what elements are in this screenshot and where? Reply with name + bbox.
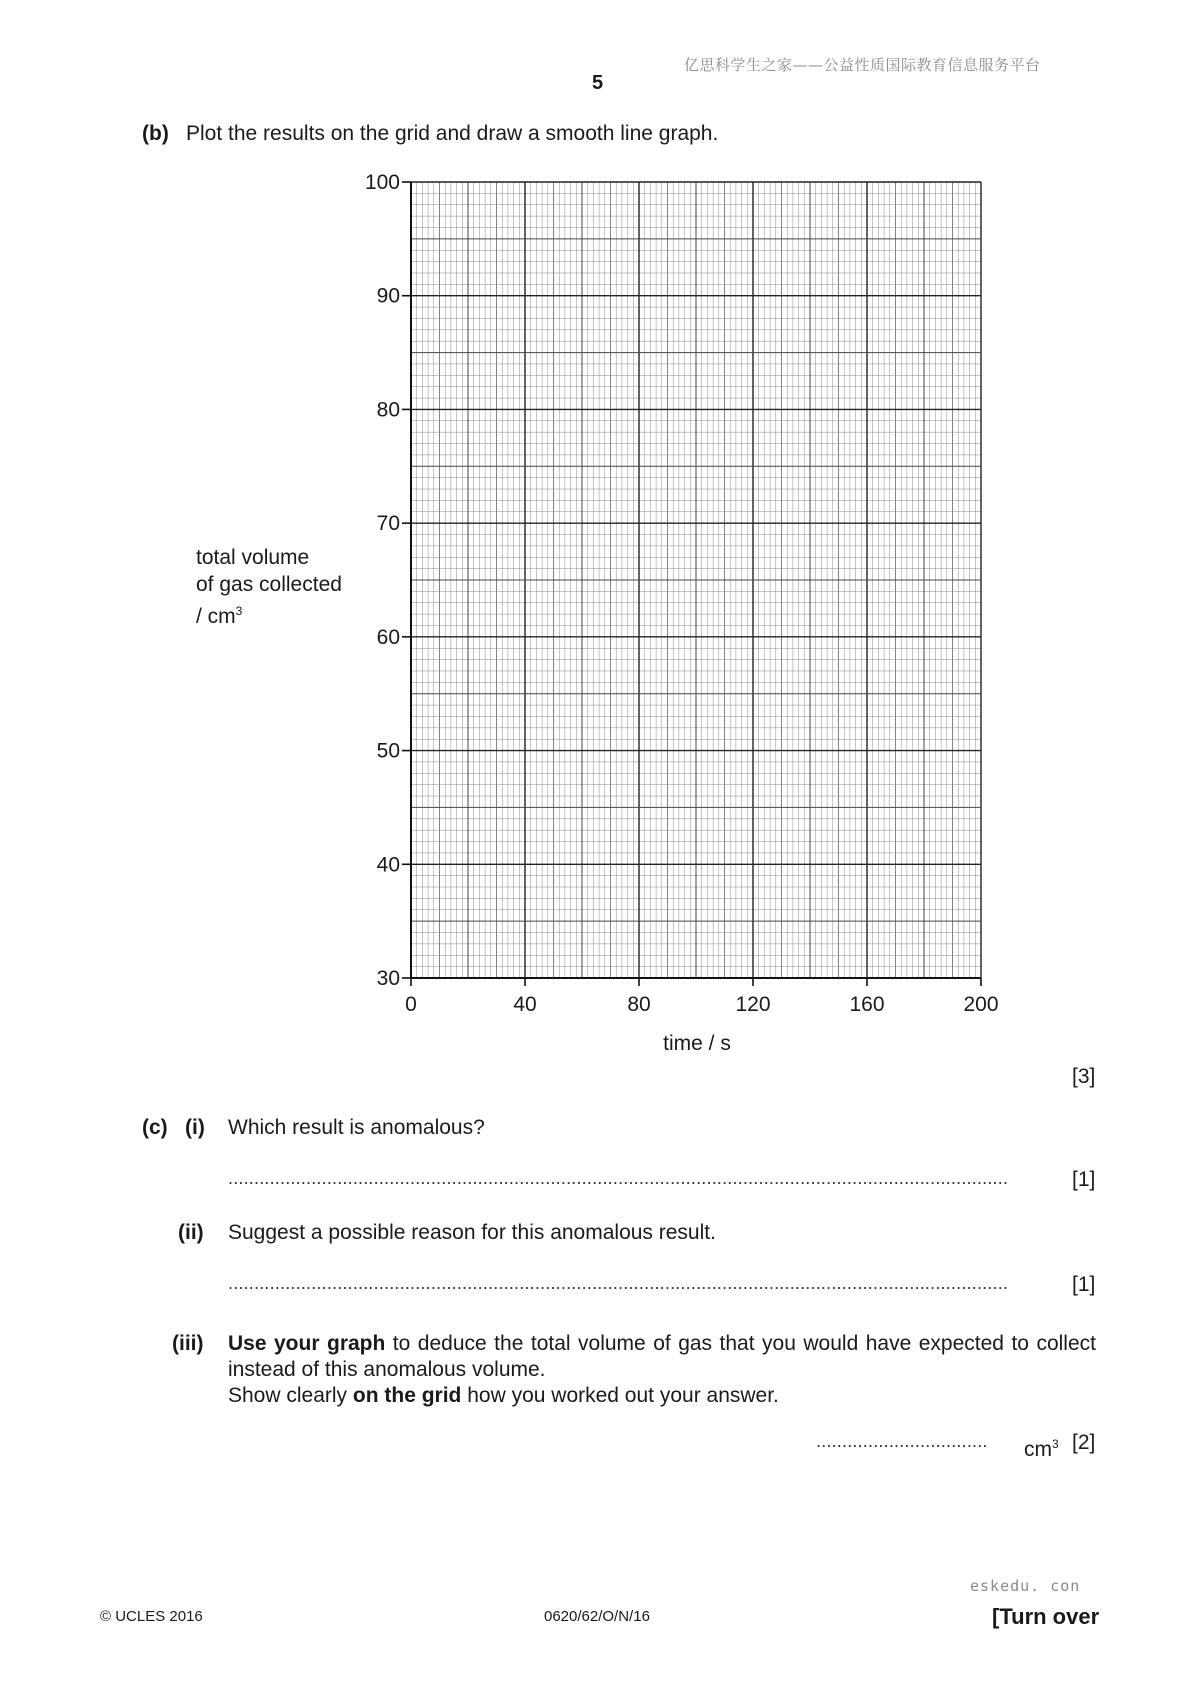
page-number: 5	[592, 72, 604, 94]
x-tick-label: 0	[405, 993, 417, 1016]
part-b-label: (b)	[142, 122, 169, 145]
y-tick-label: 50	[376, 739, 400, 763]
footer-code: 0620/62/O/N/16	[544, 1608, 650, 1625]
x-axis-label: time / s	[663, 1032, 731, 1055]
x-tick-label: 120	[735, 993, 771, 1016]
part-c-iii-unit-text: cm	[1024, 1438, 1052, 1461]
x-tick-label: 200	[963, 993, 999, 1016]
y-tick-label: 60	[376, 625, 400, 649]
y-axis-label-line-1: total volume	[196, 546, 310, 569]
y-tick-label: 30	[376, 967, 400, 990]
part-c-iii-label: (iii)	[172, 1332, 204, 1355]
part-c-i-marks: [1]	[1072, 1168, 1096, 1191]
y-axis-label-line-3: / cm	[196, 605, 236, 628]
part-c-iii-text-1: to deduce the total volume of gas that you would have expected to collect instead of this anomalous volume.	[228, 1332, 1096, 1381]
part-c-ii-question: Suggest a possible reason for this anomalous result.	[228, 1221, 716, 1244]
turn-over: [Turn over	[992, 1604, 1100, 1629]
part-c-ii-marks: [1]	[1072, 1273, 1096, 1296]
part-b-marks: [3]	[1072, 1065, 1096, 1088]
part-c-ii-label: (ii)	[178, 1221, 204, 1244]
footer-copyright: © UCLES 2016	[100, 1608, 203, 1625]
x-tick-label: 160	[849, 993, 885, 1016]
part-c-iii-text-2-pre: Show clearly	[228, 1384, 353, 1407]
footer-watermark: eskedu. con	[970, 1577, 1081, 1595]
y-tick-label: 40	[376, 853, 400, 877]
part-c-ii-answer-line[interactable]: ......................................................................................................................................................	[228, 1273, 1009, 1293]
y-tick-label: 80	[376, 398, 400, 422]
y-tick-label: 70	[376, 512, 400, 536]
part-c-iii-unit-sup: 3	[1052, 1437, 1059, 1451]
part-c-i-answer-line[interactable]: ......................................................................................................................................................	[228, 1168, 1009, 1188]
x-tick-label: 80	[627, 993, 651, 1016]
x-tick-label: 40	[513, 993, 537, 1016]
part-c-iii-answer-line[interactable]: .................................	[816, 1431, 988, 1451]
part-c-iii-question	[228, 1331, 1096, 1409]
y-axis-label-line-2: of gas collected	[196, 573, 342, 596]
part-c-iii-marks: [2]	[1072, 1431, 1096, 1454]
y-tick-label: 100	[364, 171, 400, 194]
part-b-instruction: Plot the results on the grid and draw a smooth line graph.	[186, 122, 719, 145]
part-c-iii-text-2-bold: on the grid	[352, 1384, 462, 1407]
y-tick-label: 90	[376, 284, 400, 308]
part-c-i-question: Which result is anomalous?	[228, 1116, 485, 1139]
header-watermark: 亿思科学生之家——公益性质国际教育信息服务平台	[684, 56, 1041, 74]
part-c-iii-text-2-post: how you worked out your answer.	[461, 1384, 779, 1407]
part-c-iii-bold-start: Use your graph	[228, 1332, 386, 1355]
part-c-i-label: (i)	[185, 1116, 205, 1139]
part-c-iii-unit	[1024, 1431, 1059, 1463]
y-axis-label-sup: 3	[235, 604, 243, 618]
part-c-label: (c)	[142, 1116, 168, 1139]
